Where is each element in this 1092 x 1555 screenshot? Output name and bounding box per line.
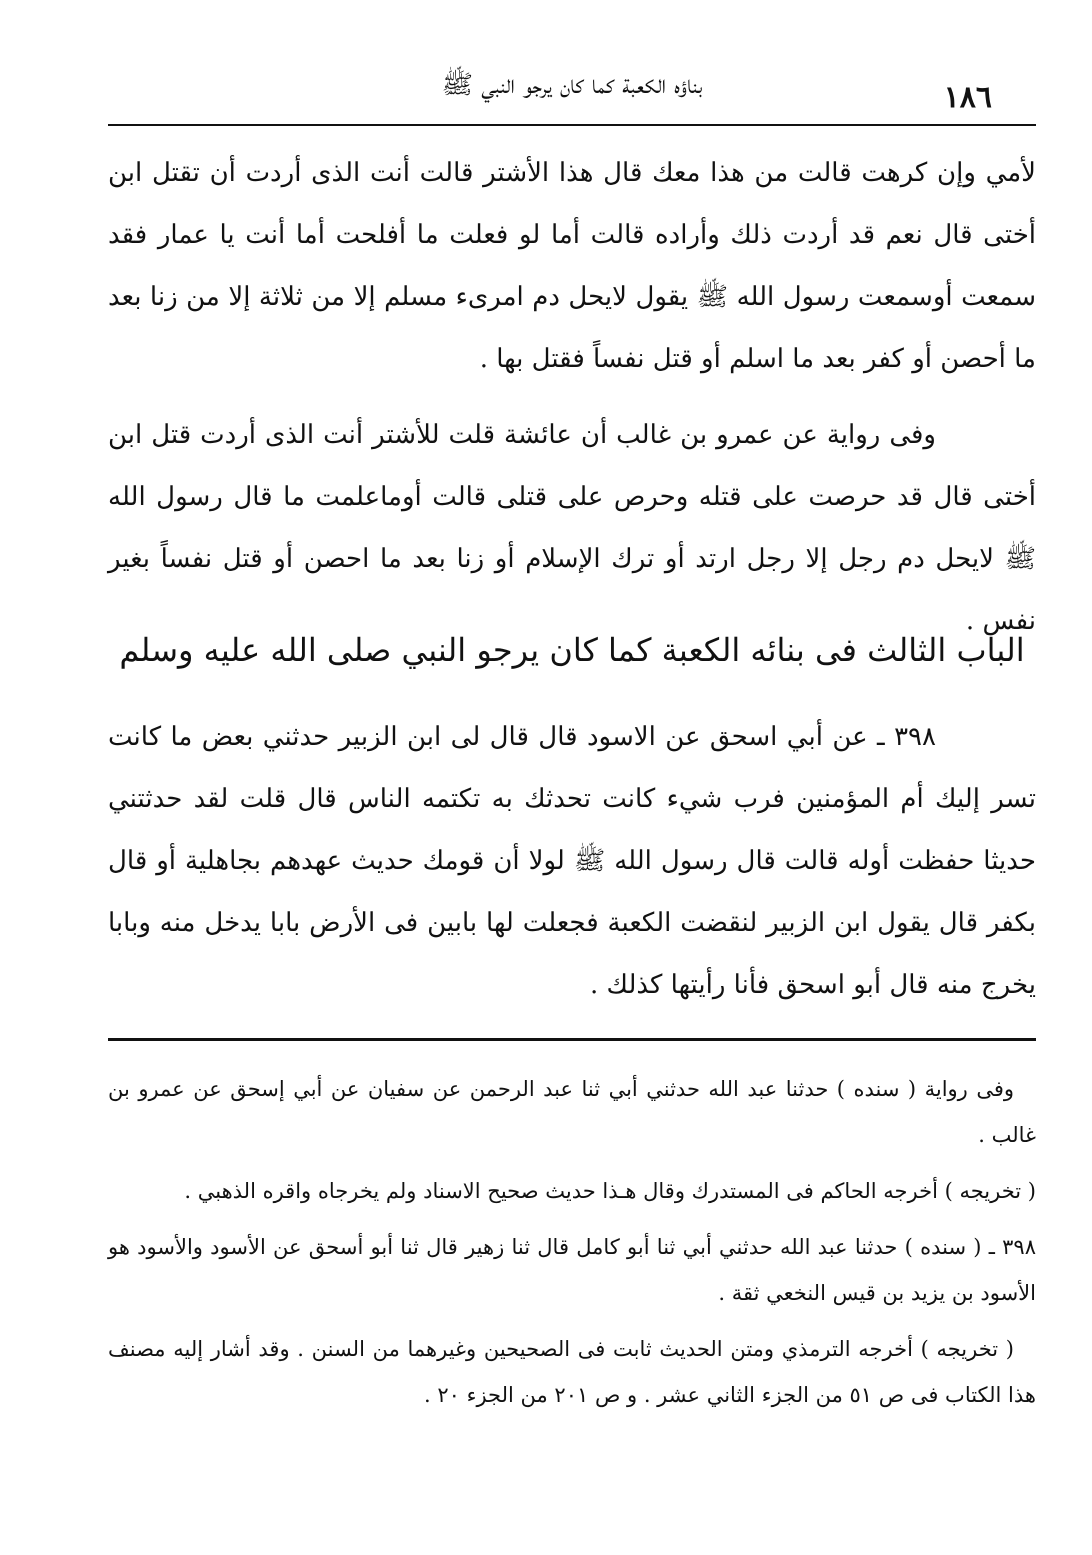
footnote-sanad-398: ٣٩٨ ـ ( سنده ) حدثنا عبد الله حدثني أبي ثنا أبو كامل قال ثنا زهير قال ثنا أبو أسحق عن الأسود والأسود هو الأسود بن يزيد بن قيس النخعي ثقة . xyxy=(108,1235,1036,1305)
footnote-takhrij-1: ( تخريجه ) أخرجه الحاكم فى المستدرك وقال هـذا حديث صحيح الاسناد ولم يخرجاه واقره الذهبي . xyxy=(184,1179,1036,1203)
header-divider xyxy=(108,124,1036,126)
footnote-sanad-riwaya: وفى رواية ( سنده ) حدثنا عبد الله حدثني أبي ثنا عبد الرحمن عن سفيان عن أبي إسحق عن عمرو بن غالب . xyxy=(108,1077,1036,1147)
running-title: بناؤه الكعبة كما كان يرجو النبي ﷺ xyxy=(441,70,703,100)
footnote-divider xyxy=(108,1038,1036,1041)
chapter-heading: الباب الثالث فى بنائه الكعبة كما كان يرجو النبي صلى الله عليه وسلم xyxy=(119,631,1025,669)
paragraph-1: لأمي وإن كرهت قالت من هذا معك قال هذا الأشتر قالت أنت الذى أردت أن تقتل ابن أختى قال نعم قد أردت ذلك وأراده قالت أما لو فعلت ما أفلحت أما أنت يا عمار فقد سمعت أوسمعت رسول الله ﷺ يقول لايحل دم امرىء مسلم إلا من ثلاثة إلا من زنا بعد ما أحصن أو كفر بعد ما اسلم أو قتل نفساً فقتل بها . xyxy=(108,158,1036,374)
paragraph-hadith-398: ٣٩٨ ـ عن أبي اسحق عن الاسود قال قال لى ابن الزبير حدثني بعض ما كانت تسر إليك أم المؤمنين فرب شيء كانت تحدثك به تكتمه الناس قال قلت لقد حدثتني حديثا حفظت أوله قالت قال رسول الله ﷺ لولا أن قومك حديث عهدهم بجاهلية أو قال بكفر قال يقول ابن الزبير لنقضت الكعبة فجعلت لها بابين فى الأرض بابا يدخل منه وبابا يخرج منه قال أبو اسحق فأنا رأيتها كذلك . xyxy=(108,722,1037,1000)
footnotes-section xyxy=(108,1066,1036,1428)
paragraph-2: وفى رواية عن عمرو بن غالب أن عائشة قلت للأشتر أنت الذى أردت قتل ابن أختى قال قد حرصت على قتله وحرص على قتلى قالت أوماعلمت ما قال رسول الله ﷺ لايحل دم رجل إلا رجل ارتد أو ترك الإسلام أو زنا بعد ما احصن أو قتل نفساً بغير نفس . xyxy=(108,420,1036,636)
page-header xyxy=(108,58,1036,124)
page-number: ١٨٦ xyxy=(943,80,992,115)
footnote-takhrij-2: ( تخريجه ) أخرجه الترمذي ومتن الحديث ثابت فى الصحيحين وغيرهما من السنن . وقد أشار إليه مصنف هذا الكتاب فى ص ٥١ من الجزء الثاني عشر . و ص ٢٠١ من الجزء ٢٠ . xyxy=(108,1337,1036,1407)
